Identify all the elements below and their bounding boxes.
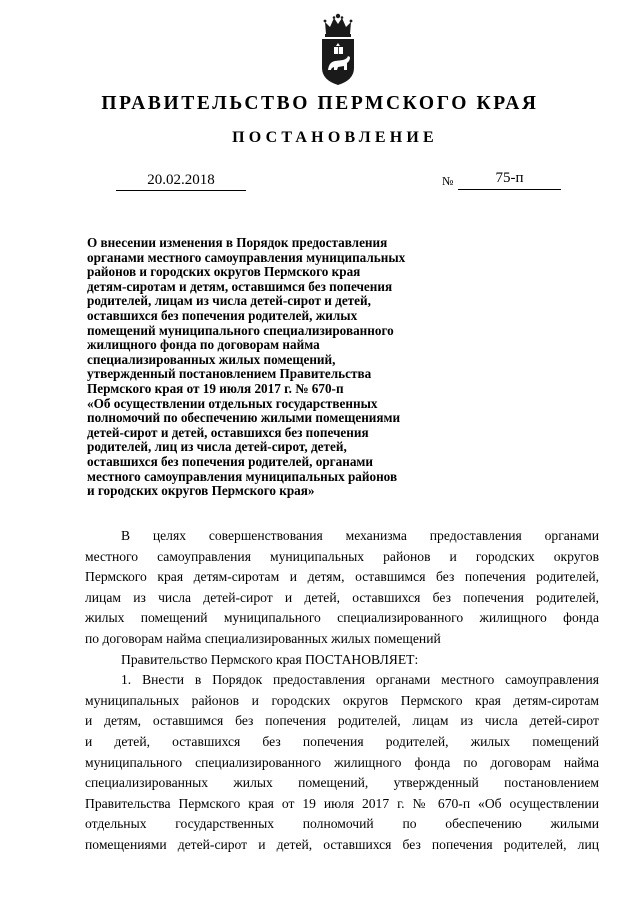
body-line: отдельных государственных полномочий по обеспечению жилыми: [85, 816, 599, 832]
government-title: ПРАВИТЕЛЬСТВО ПЕРМСКОГО КРАЯ: [101, 93, 539, 114]
perm-krai-coat-of-arms-icon: [319, 12, 357, 86]
subject-line: детей-сирот и детей, оставшихся без попечения: [87, 424, 369, 440]
body-line: специализированных жилых помещений, утвержденный постановлением: [85, 775, 599, 791]
document-number: 75-п: [458, 170, 561, 190]
subject-line: О внесении изменения в Порядок предоставления: [87, 235, 388, 250]
body-line: жилых помещений муниципального специализированного жилищного фонда: [85, 610, 599, 626]
body-line: и детей, оставшихся без попечения родителей, жилых помещений: [85, 733, 599, 749]
document-body: [85, 526, 599, 856]
subject-line: районов и городских округов Пермского края: [87, 264, 361, 280]
subject-line: помещений муниципального специализированного: [87, 322, 394, 338]
subject-line: утвержденный постановлением Правительства: [87, 366, 372, 382]
body-line: и детям, оставшимся без попечения родителей, лицам из числа детей-сирот: [85, 713, 599, 729]
subject-line: оставшихся без попечения родителей, жилых: [87, 307, 358, 323]
subject-line: детям-сиротам и детям, оставшимся без попечения: [87, 278, 393, 294]
subject-line: родителей, лиц из числа детей-сирот, детей,: [87, 439, 347, 455]
body-line: лицам из числа детей-сирот и детей, оставшихся без попечения родителей,: [85, 589, 599, 605]
body-line: по договорам найма специализированных жилых помещений: [85, 630, 441, 646]
subject-line: родителей, лицам из числа детей-сирот и детей,: [87, 293, 371, 309]
subject-line: органами местного самоуправления муниципальных: [87, 249, 406, 265]
body-line: муниципального специализированного жилищного фонда по договорам найма: [85, 754, 599, 770]
subject-line: жилищного фонда по договорам найма: [87, 337, 320, 353]
document-kind: ПОСТАНОВЛЕНИЕ: [232, 129, 438, 146]
subject-line: «Об осуществлении отдельных государственных: [87, 395, 378, 411]
subject-line: оставшихся без попечения родителей, органами: [87, 453, 374, 469]
subject-line: местного самоуправления муниципальных районов: [87, 468, 398, 484]
body-line: Правительство Пермского края ПОСТАНОВЛЯЕТ:: [121, 651, 419, 667]
body-line: помещениями детей-сирот и детей, оставшихся без попечения родителей, лиц: [85, 836, 599, 852]
subject-line: специализированных жилых помещений,: [87, 351, 336, 367]
subject-line: и городских округов Пермского края»: [87, 483, 315, 499]
body-line: местного самоуправления муниципальных районов и городских округов: [85, 548, 599, 564]
subject-line: Пермского края от 19 июля 2017 г. № 670-п: [87, 380, 344, 396]
number-sign: №: [442, 174, 454, 188]
document-subject: [87, 236, 462, 499]
subject-line: полномочий по обеспечению жилыми помещениями: [87, 410, 401, 426]
body-line: Пермского края детям-сиротам и детям, оставшимся без попечения родителей,: [85, 569, 599, 585]
document-date: 20.02.2018: [116, 172, 246, 191]
body-line: Правительства Пермского края от 19 июля 2017 г. № 670-п «Об осуществлении: [85, 795, 599, 811]
body-line: 1. Внести в Порядок предоставления органами местного самоуправления: [121, 672, 599, 688]
body-line: муниципальных районов и городских округов Пермского края детям-сиротам: [85, 692, 599, 708]
body-line: В целях совершенствования механизма предоставления органами: [121, 528, 599, 543]
